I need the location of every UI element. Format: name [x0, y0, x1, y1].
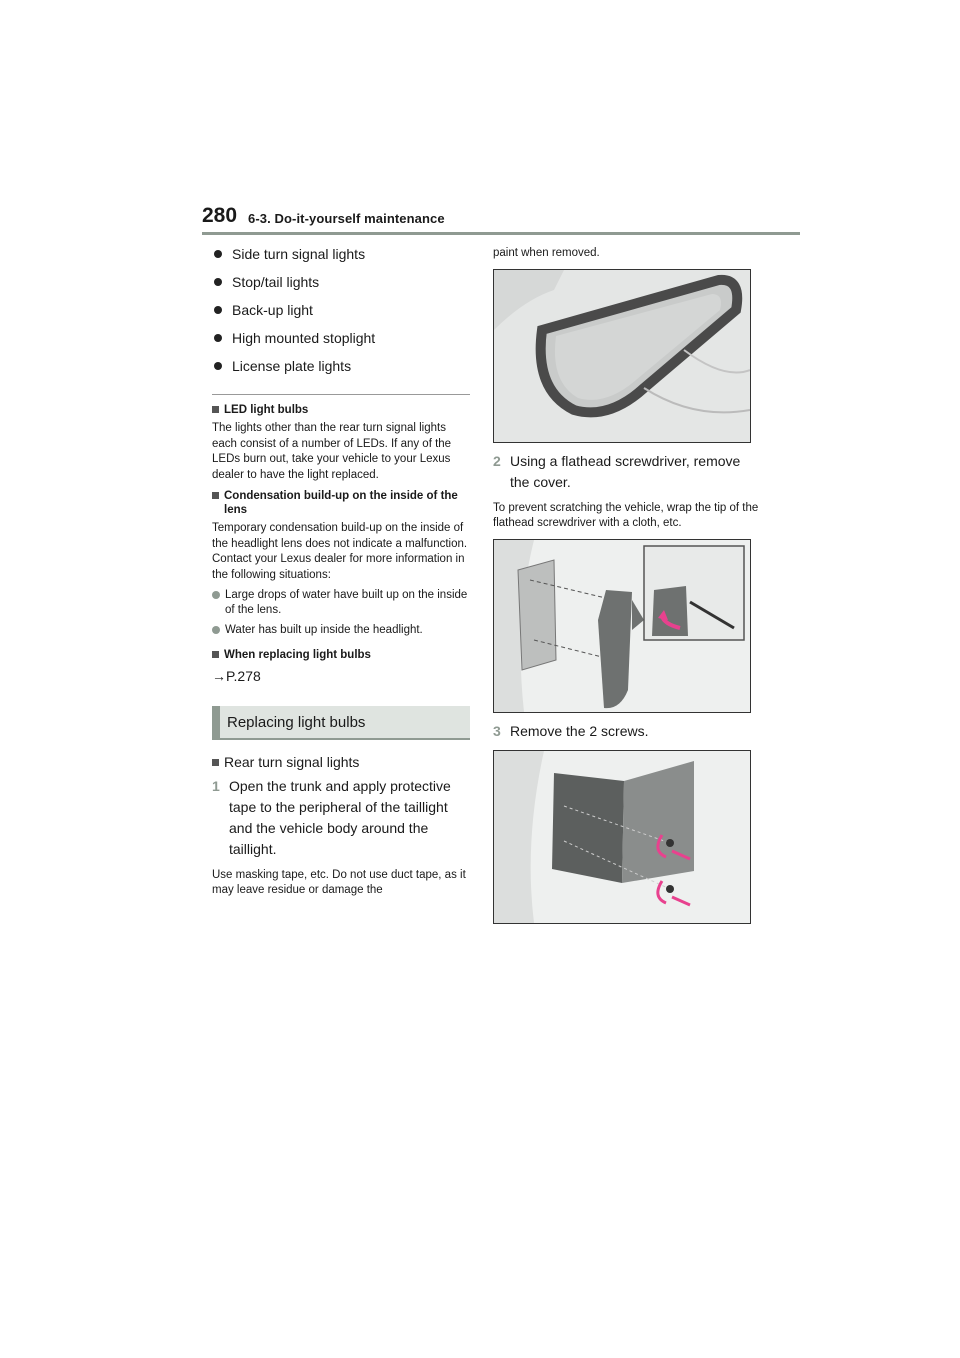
list-item: Water has built up inside the headlight.: [212, 623, 470, 638]
step-2: 2 Using a flathead screwdriver, remove the cover.: [493, 453, 741, 490]
step-1: 1 Open the trunk and apply protective tape to the peripheral of the taillight and the vehicle body around the taillight.: [212, 778, 451, 857]
condensation-text: Temporary condensation build-up on the inside of the headlight lens does not indicate a malfunction. Contact your Lexus dealer for more information in the following situations:: [212, 522, 468, 581]
divider: [212, 394, 470, 395]
step-1-note: Use masking tape, etc. Do not use duct tape, as it may leave residue or damage the: [212, 869, 466, 896]
bullet-icon: [214, 362, 222, 370]
rear-turn-heading: Rear turn signal lights: [212, 754, 470, 770]
section-title: 6-3. Do-it-yourself maintenance: [248, 211, 445, 226]
list-item: High mounted stoplight: [212, 324, 470, 352]
bullet-icon: [214, 334, 222, 342]
left-column: [212, 240, 470, 898]
list-item: Back-up light: [212, 296, 470, 324]
list-item: Large drops of water have built up on the inside of the lens.: [212, 588, 470, 618]
bullet-icon: [214, 306, 222, 314]
header-rule: [202, 232, 800, 235]
square-icon: [212, 492, 219, 499]
square-icon: [212, 406, 219, 413]
cover-removal-illustration: [494, 540, 750, 712]
bullet-icon: [214, 278, 222, 286]
led-text: The lights other than the rear turn signal lights each consist of a number of LEDs. If any of the LEDs burn out, take your vehicle to your Lexus dealer to have the light replaced.: [212, 422, 452, 481]
condensation-heading: Condensation build-up on the inside of the lens: [212, 489, 470, 517]
continued-note: paint when removed.: [493, 247, 600, 259]
list-item: Side turn signal lights: [212, 240, 470, 268]
square-icon: [212, 651, 219, 658]
screw-removal-illustration: [494, 751, 750, 923]
taillight-tape-figure: [493, 269, 751, 443]
section-box-title: Replacing light bulbs: [212, 706, 470, 740]
step-2-note: To prevent scratching the vehicle, wrap the tip of the flathead screwdriver with a cloth, etc.: [493, 502, 759, 529]
screw-removal-figure: [493, 750, 751, 924]
circle-bullet-icon: [212, 591, 220, 599]
page-number: 280: [202, 204, 238, 227]
square-icon: [212, 759, 219, 766]
circle-bullet-icon: [212, 626, 220, 634]
list-item: Stop/tail lights: [212, 268, 470, 296]
list-item: License plate lights: [212, 352, 470, 380]
cover-removal-figure: [493, 539, 751, 713]
taillight-illustration: [494, 270, 750, 442]
right-column: [493, 240, 761, 924]
page-reference[interactable]: →P.278: [212, 668, 261, 684]
step-3: 3 Remove the 2 screws.: [493, 723, 649, 739]
replacing-heading: When replacing light bulbs: [212, 648, 470, 662]
bullet-icon: [214, 250, 222, 258]
led-heading: LED light bulbs: [212, 403, 470, 417]
